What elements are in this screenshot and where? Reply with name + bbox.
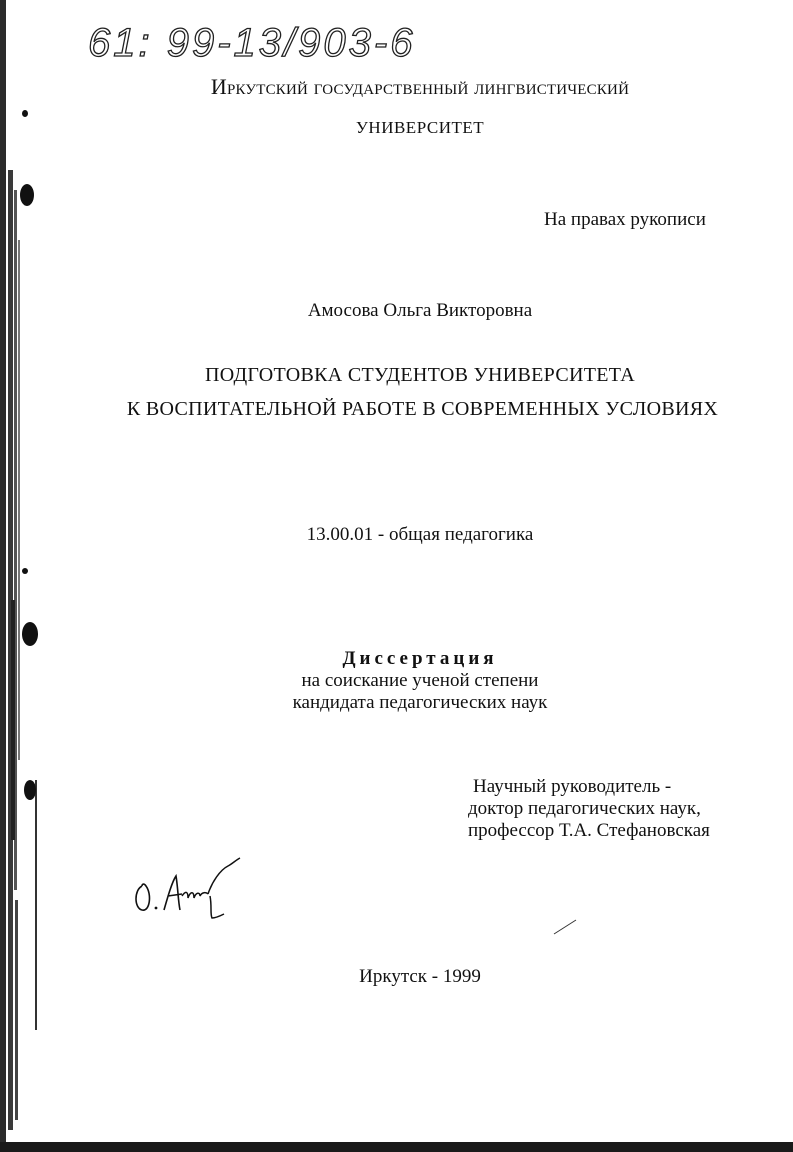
archive-code-handwritten bbox=[86, 10, 458, 70]
supervisor-name: профессор Т.А. Стефановская bbox=[468, 820, 710, 841]
degree-line1: на соискание ученой степени bbox=[301, 670, 539, 691]
dissertation-type: Диссертация bbox=[342, 648, 498, 669]
stray-pen-mark bbox=[552, 918, 578, 936]
thesis-title-line2: К ВОСПИТАТЕЛЬНОЙ РАБОТЕ В СОВРЕМЕННЫХ УСЛОВИЯХ bbox=[126, 398, 719, 420]
scan-binding-edge bbox=[0, 0, 44, 1152]
thesis-title-line1: ПОДГОТОВКА СТУДЕНТОВ УНИВЕРСИТЕТА bbox=[204, 364, 636, 386]
archive-code-text: 61: 99-13/903-6 bbox=[88, 21, 416, 65]
punch-hole-mark bbox=[24, 780, 36, 800]
supervisor-degree: доктор педагогических наук, bbox=[468, 798, 701, 819]
supervisor-role: Научный руководитель - bbox=[473, 776, 672, 797]
scan-speck bbox=[22, 568, 28, 574]
manuscript-note: На правах рукописи bbox=[544, 209, 706, 230]
specialty-code: 13.00.01 - общая педагогика bbox=[306, 524, 534, 545]
author-name: Амосова Ольга Викторовна bbox=[307, 300, 533, 321]
university-name-continued: УНИВЕРСИТЕТ bbox=[355, 118, 485, 137]
scan-bottom-edge bbox=[0, 1142, 793, 1152]
city-and-year: Иркутск - 1999 bbox=[359, 966, 481, 987]
university-name: Иркутский государственный лингвистический bbox=[210, 74, 630, 99]
punch-hole-mark bbox=[20, 184, 34, 206]
author-signature bbox=[128, 852, 248, 924]
scan-speck bbox=[22, 110, 28, 117]
degree-line2: кандидата педагогических наук bbox=[292, 692, 548, 713]
punch-hole-mark bbox=[22, 622, 38, 646]
